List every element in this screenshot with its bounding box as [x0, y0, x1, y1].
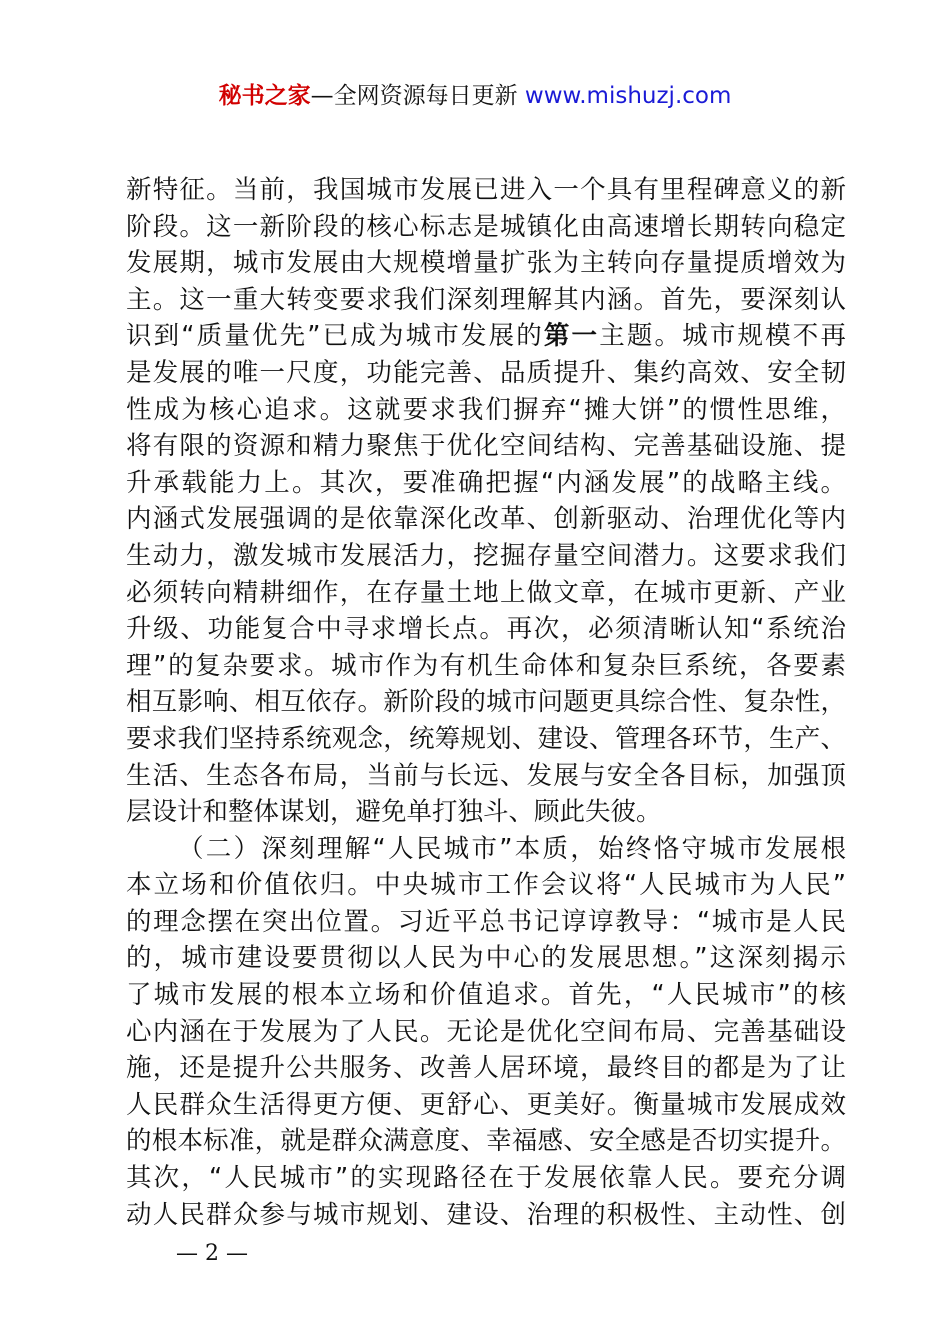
body-line: 要求我们坚持系统观念，统筹规划、建设、管理各环节，生产、: [126, 723, 846, 754]
body-line: 动人民群众参与城市规划、建设、治理的积极性、主动性、创: [126, 1199, 846, 1230]
body-line: 性成为核心追求。这就要求我们摒弃“摊大饼”的惯性思维，: [126, 394, 846, 425]
document-body: [126, 172, 846, 1233]
body-line: 心内涵在于发展为了人民。无论是优化空间布局、完善基础设: [126, 1016, 846, 1047]
section-heading-line: （二）深刻理解“人民城市”本质，始终恪守城市发展根: [178, 833, 846, 864]
body-line: 的理念摆在突出位置。习近平总书记谆谆教导：“城市是人民: [126, 906, 846, 937]
body-line: 阶段。这一新阶段的核心标志是城镇化由高速增长期转向稳定: [126, 211, 846, 242]
body-line: 的，城市建设要贯彻以人民为中心的发展思想。”这深刻揭示: [126, 943, 846, 974]
page-number: — 2 —: [176, 1241, 248, 1266]
body-line-head: 识到“质量优先”已成为城市发展的: [126, 321, 544, 352]
body-line: 施，还是提升公共服务、改善人居环境，最终目的都是为了让: [126, 1053, 846, 1084]
body-line-tail: 主题。城市规模不再: [599, 321, 846, 352]
body-line: 新特征。当前，我国城市发展已进入一个具有里程碑意义的新: [126, 175, 846, 205]
body-line: 理”的复杂要求。城市作为有机生命体和复杂巨系统，各要素: [126, 650, 846, 681]
header-slogan: —全网资源每日更新: [310, 83, 525, 109]
body-line-with-emphasis: [126, 318, 846, 355]
body-line: 的根本标准，就是群众满意度、幸福感、安全感是否切实提升。: [126, 1126, 846, 1157]
body-line: 其次，“人民城市”的实现路径在于发展依靠人民。要充分调: [126, 1163, 846, 1194]
body-line: 发展期，城市发展由大规模增量扩张为主转向存量提质增效为: [126, 248, 846, 279]
body-line: 必须转向精耕细作，在存量土地上做文章，在城市更新、产业: [126, 577, 846, 608]
body-line: 层设计和整体谋划，避免单打独斗、顾此失彼。: [126, 797, 662, 828]
body-line: 内涵式发展强调的是依靠深化改革、创新驱动、治理优化等内: [126, 504, 846, 535]
body-line: 生活、生态各布局，当前与长远、发展与安全各目标，加强顶: [126, 760, 846, 791]
site-url-link[interactable]: www.mishuzj.com: [524, 83, 732, 109]
body-line: 相互影响、相互依存。新阶段的城市问题更具综合性、复杂性，: [126, 687, 846, 718]
body-line: 人民群众生活得更方便、更舒心、更美好。衡量城市发展成效: [126, 1089, 846, 1120]
body-line: 升承载能力上。其次，要准确把握“内涵发展”的战略主线。: [126, 467, 846, 498]
brand-name: 秘书之家: [218, 83, 311, 109]
body-line: 将有限的资源和精力聚焦于优化空间结构、完善基础设施、提: [126, 431, 846, 462]
site-header: [0, 80, 950, 112]
body-line: 升级、功能复合中寻求增长点。再次，必须清晰认知“系统治: [126, 614, 846, 645]
body-line: 生动力，激发城市发展活力，挖掘存量空间潜力。这要求我们: [126, 540, 846, 571]
emphasis-text: 第一: [543, 321, 600, 352]
body-line: 主。这一重大转变要求我们深刻理解其内涵。首先，要深刻认: [126, 284, 846, 315]
body-line: 是发展的唯一尺度，功能完善、品质提升、集约高效、安全韧: [126, 357, 846, 388]
body-line: 本立场和价值依归。中央城市工作会议将“人民城市为人民”: [126, 870, 846, 901]
body-line: 了城市发展的根本立场和价值追求。首先，“人民城市”的核: [126, 980, 846, 1011]
